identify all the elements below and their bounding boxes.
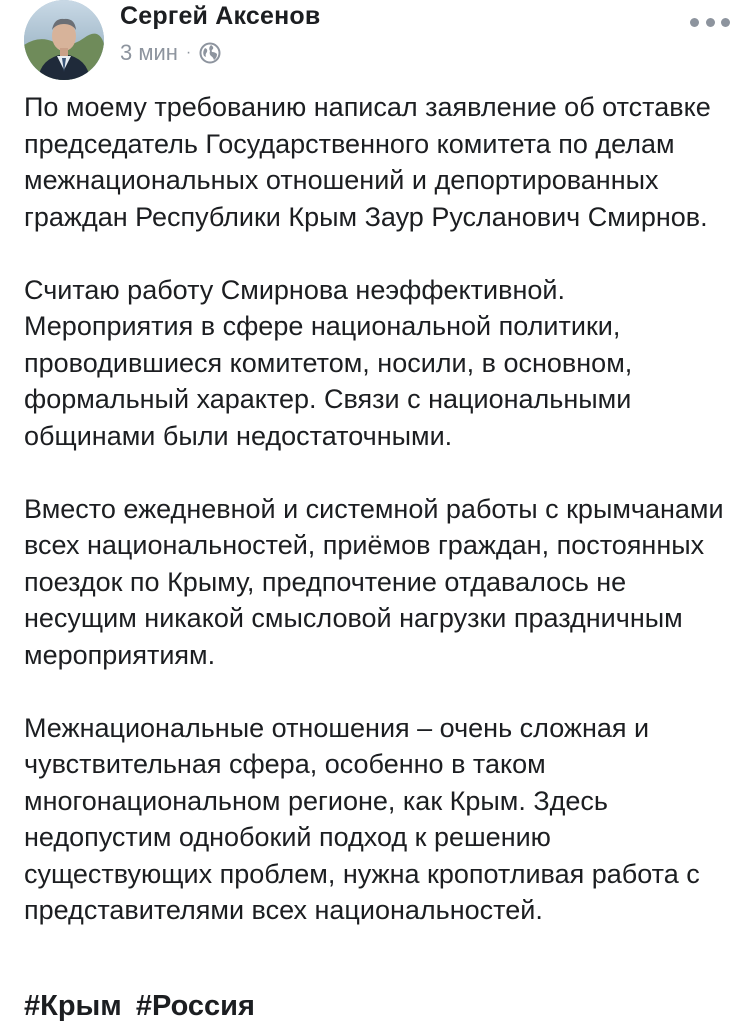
- post-text: [24, 89, 734, 965]
- more-horizontal-icon: [690, 18, 699, 27]
- globe-icon[interactable]: [199, 42, 221, 64]
- post-paragraph: Считаю работу Смирнова неэффективной. Мероприятия в сфере национальной политики, проводившиеся комитетом, носили, в основном, формальный характер. Связи с национальными общинами были недостаточными.: [24, 274, 633, 451]
- author-avatar[interactable]: [24, 0, 104, 80]
- post-paragraph: По моему требованию написал заявление об отставке председатель Государственного комитета по делам межнациональных отношений и депортированных граждан Республики Крым Заур Русланович Смирнов.: [24, 92, 711, 232]
- hashtag-link[interactable]: #Россия: [135, 990, 255, 1022]
- post-paragraph: Межнациональные отношения – очень сложная и чувствительная сфера, особенно в таком многонациональном регионе, как Крым. Здесь недопустим однобокий подход к решению существующих проблем, нужна кропотливая работа с представителями всех национальностей.: [24, 712, 700, 925]
- avatar-image: [24, 0, 104, 80]
- post-paragraph: Вместо ежедневной и системной работы с крымчанами всех национальностей, приёмов граждан, постоянных поездок по Крыму, предпочтение отдавалось не несущим никакой смысловой нагрузки праздничным мероприятиям.: [24, 493, 724, 670]
- post-meta: [120, 40, 221, 66]
- meta-separator: ·: [185, 44, 192, 61]
- author-name[interactable]: Сергей Аксенов: [120, 2, 321, 30]
- post-timestamp[interactable]: 3 мин: [120, 40, 178, 65]
- post-header: [0, 0, 750, 90]
- hashtag-link[interactable]: #Крым: [24, 990, 122, 1022]
- more-options-button[interactable]: [690, 12, 730, 32]
- hashtags: [24, 988, 261, 1024]
